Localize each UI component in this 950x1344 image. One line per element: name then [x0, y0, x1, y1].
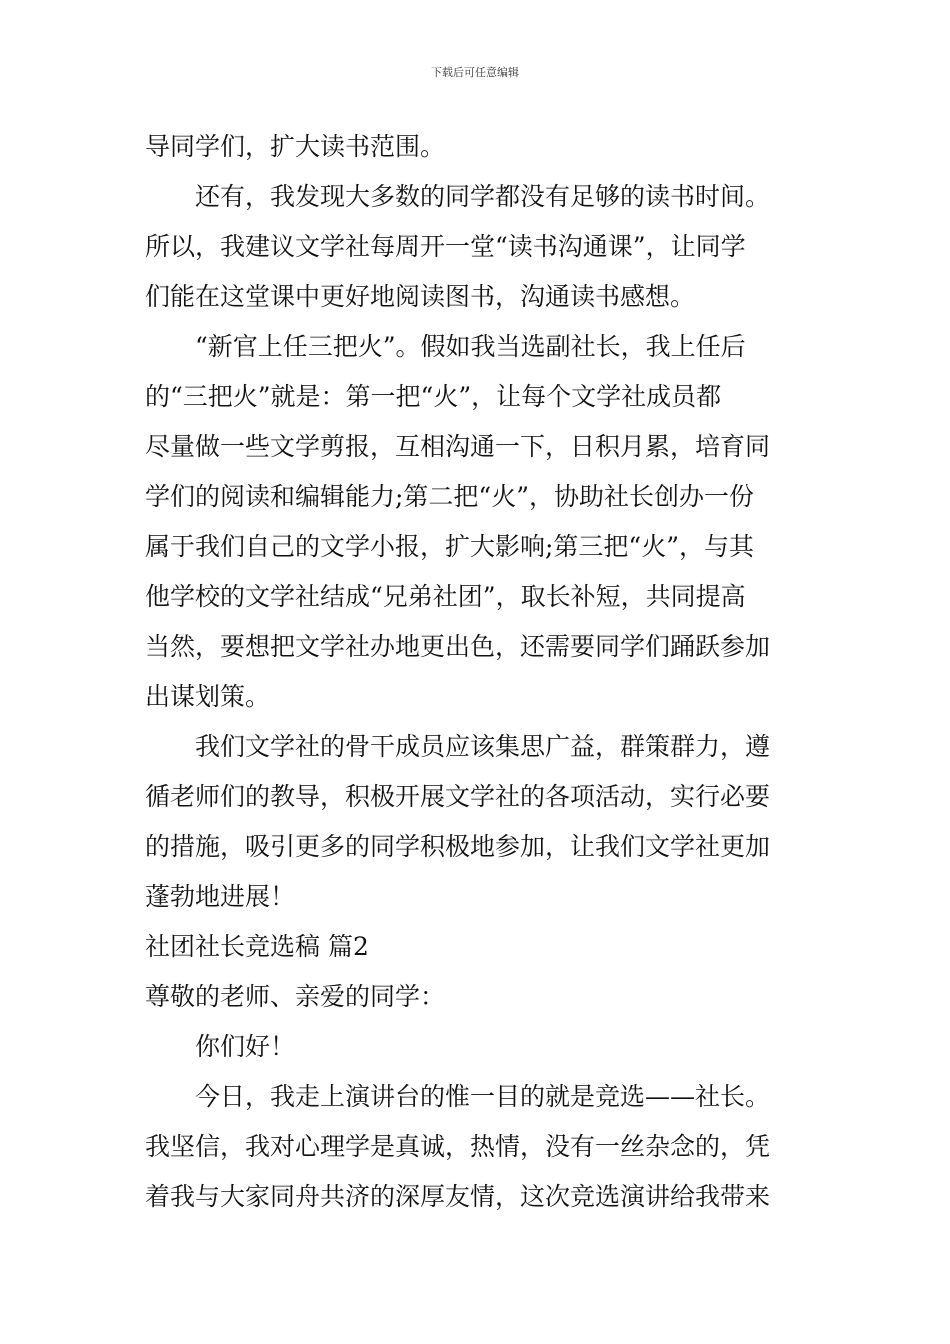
- text-line: 我坚信，我对心理学是真诚，热情，没有一丝杂念的，凭: [145, 1132, 771, 1161]
- text-line: 属于我们自己的文学小报，扩大影响;第三把“火”，与其: [145, 532, 754, 561]
- document-body: [145, 122, 825, 1222]
- text-line: 出谋划策。: [145, 682, 271, 711]
- text-line: 着我与大家同舟共济的深厚友情，这次竞选演讲给我带来: [145, 1182, 771, 1211]
- text-line: 的“三把火”就是：第一把“火”，让每个文学社成员都: [145, 382, 722, 411]
- text-line: 我们文学社的骨干成员应该集思广益，群策群力，遵: [195, 732, 771, 761]
- section-heading: 社团社长竞选稿 篇2: [145, 932, 369, 961]
- salutation: 尊敬的老师、亲爱的同学：: [145, 982, 446, 1011]
- text-line: 所以，我建议文学社每周开一堂“读书沟通课”，让同学: [145, 232, 746, 261]
- text-line: 今日，我走上演讲台的惟一目的就是竞选——社长。: [195, 1082, 771, 1111]
- greeting: 你们好！: [195, 1032, 296, 1061]
- text-line: 他学校的文学社结成“兄弟社团”，取长补短，共同提高: [145, 582, 746, 611]
- text-line: 学们的阅读和编辑能力;第二把“火”，协助社长创办一份: [145, 482, 754, 511]
- text-line: 循老师们的教导，积极开展文学社的各项活动，实行必要: [145, 782, 771, 811]
- text-line: 蓬勃地进展！: [145, 882, 296, 911]
- page-header: 下载后可任意编辑: [431, 66, 519, 79]
- text-line: 尽量做一些文学剪报，互相沟通一下，日积月累，培育同: [145, 432, 771, 461]
- text-line: 当然，要想把文学社办地更出色，还需要同学们踊跃参加: [145, 632, 771, 661]
- text-line: 导同学们，扩大读书范围。: [145, 132, 446, 161]
- text-line: 的措施，吸引更多的同学积极地参加，让我们文学社更加: [145, 832, 771, 861]
- text-line: 们能在这堂课中更好地阅读图书，沟通读书感想。: [145, 282, 696, 311]
- text-line: “新官上任三把火”。假如我当选副社长，我上任后: [195, 332, 746, 361]
- text-line: 还有，我发现大多数的同学都没有足够的读书时间。: [195, 182, 771, 211]
